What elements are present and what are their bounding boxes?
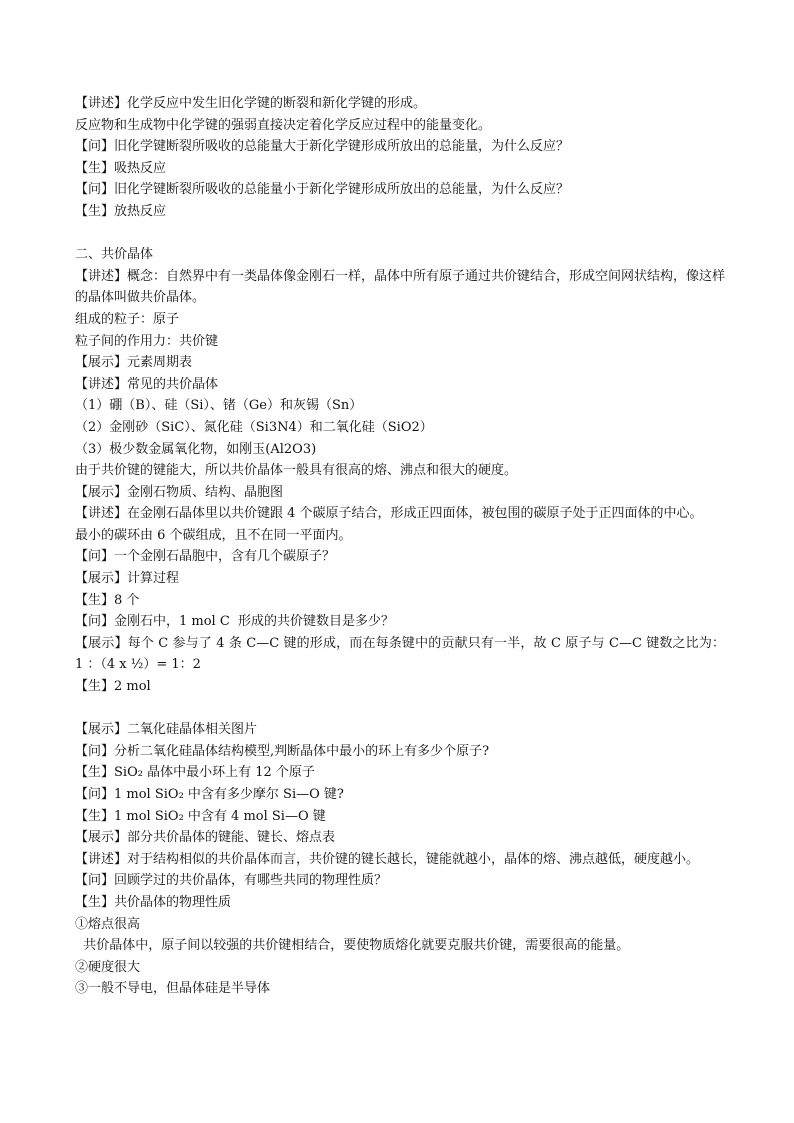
text-line: 【问】旧化学键断裂所吸收的总能量大于新化学键形成所放出的总能量，为什么反应？ xyxy=(75,139,570,155)
text-line: 【展示】二氧化硅晶体相关图片 xyxy=(75,722,258,738)
text-line: 由于共价键的键能大，所以共价晶体一般具有很高的熔、沸点和很大的硬度。 xyxy=(75,463,518,479)
text-line: 【生】共价晶体的物理性质 xyxy=(75,894,232,910)
list-item: ①熔点很高 xyxy=(75,916,141,932)
text-line: 最小的碳环由 6 个碳组成，且不在同一平面内。 xyxy=(75,527,352,543)
list-item: （1）硼（B）、硅（Si）、锗（Ge）和灰锡（Sn） xyxy=(75,398,363,414)
text-line: 【问】回顾学过的共价晶体，有哪些共同的物理性质？ xyxy=(75,873,388,889)
text-paragraph: 【讲述】在金刚石晶体里以共价键跟 4 个碳原子结合，形成正四面体，被包围的碳原子处于正四面体的中心。 xyxy=(75,506,703,522)
text-line: 【生】放热反应 xyxy=(75,203,167,219)
text-line: 【问】金刚石中，1 mol C 形成的共价键数目是多少？ xyxy=(75,614,395,630)
text-line: 【生】吸热反应 xyxy=(75,160,167,176)
text-line: 【展示】金刚石物质、结构、晶胞图 xyxy=(75,484,284,500)
text-line: 组成的粒子：原子 xyxy=(75,311,180,327)
text-line: 【展示】计算过程 xyxy=(75,571,180,587)
text-line: 【问】分析二氧化硅晶体结构模型,判断晶体中最小的环上有多少个原子? xyxy=(75,743,490,759)
text-line: 【生】SiO₂ 晶体中最小环上有 12 个原子 xyxy=(75,765,315,781)
text-line: 【生】2 mol xyxy=(75,679,151,695)
text-line: 【讲述】化学反应中发生旧化学键的断裂和新化学键的形成。 xyxy=(75,96,427,111)
text-line: 共价晶体中，原子间以较强的共价键相结合，要使物质熔化就要克服共价键，需要很高的能量。 xyxy=(75,938,630,954)
section-heading: 二、共价晶体 xyxy=(75,247,154,263)
blank-line xyxy=(75,223,725,245)
list-item: ③一般不导电，但晶体硅是半导体 xyxy=(75,981,271,997)
list-item: （3）极少数金属氧化物，如刚玉(Al2O3) xyxy=(75,441,317,457)
text-line: 【生】8 个 xyxy=(75,592,140,608)
text-paragraph: 【展示】每个 C 参与了 4 条 C—C 键的形成，而在每条键中的贡献只有一半，故 C 原子与 C—C 键数之比为：1 ：（4 x ½）= 1：2 xyxy=(75,635,725,673)
blank-line xyxy=(75,698,725,720)
text-line: 【展示】部分共价晶体的键能、键长、熔点表 xyxy=(75,830,336,846)
text-line: 粒子间的作用力：共价键 xyxy=(75,333,219,349)
text-line: 【问】旧化学键断裂所吸收的总能量小于新化学键形成所放出的总能量，为什么反应？ xyxy=(75,182,570,198)
text-line: 反应物和生成物中化学键的强弱直接决定着化学反应过程中的能量变化。 xyxy=(75,117,492,133)
text-line: 【问】一个金刚石晶胞中，含有几个碳原子？ xyxy=(75,549,336,565)
text-paragraph: 【讲述】对于结构相似的共价晶体而言，共价键的键长越长，键能就越小，晶体的熔、沸点越低，硬度越小。 xyxy=(75,851,700,867)
document-page xyxy=(75,93,725,1000)
list-item: ②硬度很大 xyxy=(75,959,141,975)
text-line: 【展示】元素周期表 xyxy=(75,355,193,371)
text-line: 【生】1 mol SiO₂ 中含有 4 mol Si—O 键 xyxy=(75,808,326,824)
text-line: 【讲述】常见的共价晶体 xyxy=(75,376,219,392)
list-item: （2）金刚砂（SiC）、氮化硅（Si3N4）和二氧化硅（SiO2） xyxy=(75,419,433,435)
text-line: 【问】1 mol SiO₂ 中含有多少摩尔 Si—O 键? xyxy=(75,787,344,802)
text-paragraph: 【讲述】概念：自然界中有一类晶体像金刚石一样，晶体中所有原子通过共价键结合，形成空间网状结构，像这样的晶体叫做共价晶体。 xyxy=(75,268,726,306)
